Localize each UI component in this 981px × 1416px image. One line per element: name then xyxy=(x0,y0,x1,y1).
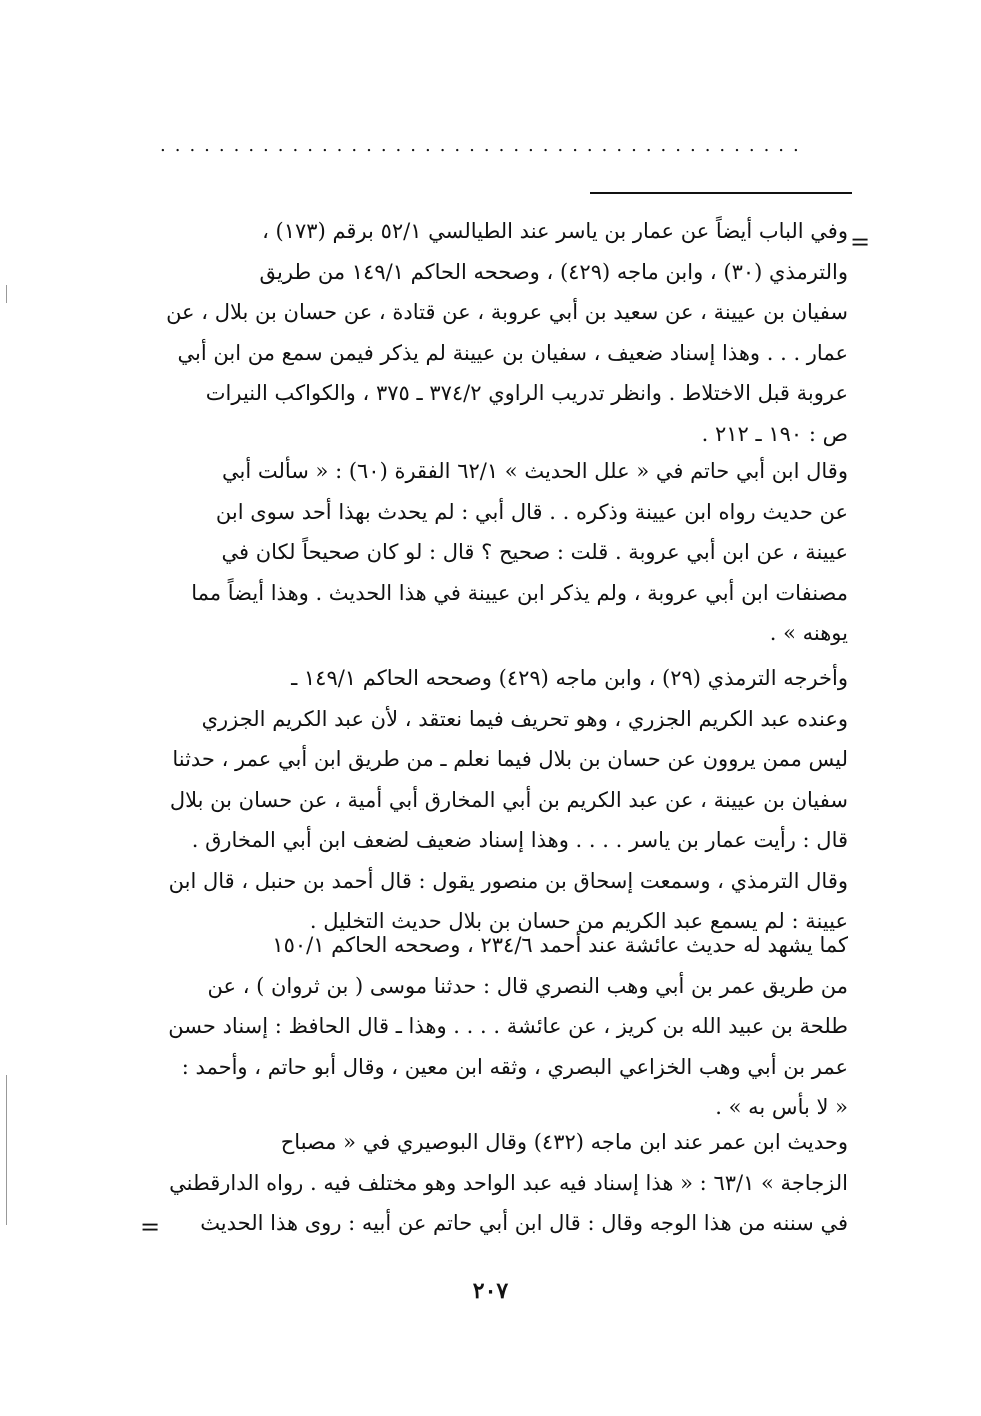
text-line: وقال الترمذي ، وسمعت إسحاق بن منصور يقول : قال أحمد بن حنبل ، قال ابن xyxy=(168,868,848,893)
text-line: عيينة ، عن ابن أبي عروبة . قلت : صحيح ؟ قال : لو كان صحيحاً لكان في xyxy=(221,540,848,564)
footnote-paragraph xyxy=(160,658,848,942)
text-line: طلحة بن عبيد الله بن كريز ، عن عائشة . . . . وهذا ـ قال الحافظ : إسناد حسن xyxy=(168,1014,848,1038)
scan-margin-mark xyxy=(6,1075,7,1225)
text-line: « لا بأس به » . xyxy=(715,1095,848,1119)
scan-margin-mark xyxy=(6,285,7,303)
text-line: ص : ١٩٠ ـ ٢١٢ . xyxy=(701,421,848,446)
text-line: من طريق عمر بن أبي وهب النصري قال : حدثنا موسى ( بن ثروان ) ، عن xyxy=(207,973,848,998)
text-line: الزجاجة » ٦٣/١ : « هذا إسناد فيه عبد الواحد وهو مختلف فيه . رواه الدارقطني xyxy=(169,1170,848,1195)
footnote-rule xyxy=(590,192,852,194)
text-line: في سننه من هذا الوجه وقال : قال ابن أبي حاتم عن أبيه : روى هذا الحديث xyxy=(200,1211,848,1235)
text-line: وقال ابن أبي حاتم في « علل الحديث » ٦٢/١ الفقرة (٦٠) : « سألت أبي xyxy=(222,459,848,483)
page-number: ٢٠٧ xyxy=(472,1278,509,1304)
text-line: وحديث ابن عمر عند ابن ماجه (٤٣٢) وقال البوصيري في « مصباح xyxy=(280,1130,848,1154)
text-line: عمار . . . وهذا إسناد ضعيف ، سفيان بن عيينة لم يذكر فيمن سمع من ابن أبي xyxy=(177,340,848,365)
text-line: وعنده عبد الكريم الجزري ، وهو تحريف فيما نعتقد ، لأن عبد الكريم الجزري xyxy=(201,706,848,731)
continuation-mark-end: = xyxy=(140,1213,161,1241)
continuation-mark-start: = xyxy=(850,228,871,256)
text-line: وفي الباب أيضاً عن عمار بن ياسر عند الطيالسي ٥٢/١ برقم (١٧٣) ، xyxy=(262,219,848,243)
text-line: يوهنه » . xyxy=(769,621,848,645)
text-line: عيينة : لم يسمع عبد الكريم من حسان بن بلال حديث التخليل . xyxy=(309,909,848,933)
text-line: والترمذي (٣٠) ، وابن ماجه (٤٢٩) ، وصححه الحاكم ١٤٩/١ من طريق xyxy=(259,259,848,284)
text-line: سفيان بن عيينة ، عن سعيد بن أبي عروبة ، عن قتادة ، عن حسان بن بلال ، عن xyxy=(166,300,848,324)
footnote-paragraph xyxy=(160,1122,848,1244)
footnote-paragraph xyxy=(160,451,848,654)
footnote-paragraph xyxy=(160,925,848,1128)
text-line: عن حديث رواه ابن عيينة وذكره . . قال أبي : لم يحدث بهذا أحد سوى ابن xyxy=(215,499,848,524)
text-line: كما يشهد له حديث عائشة عند أحمد ٢٣٤/٦ ، وصححه الحاكم ١٥٠/١ xyxy=(272,933,848,957)
dotted-separator: ............................................ xyxy=(160,136,808,156)
text-line: عمر بن أبي وهب الخزاعي البصري ، وثقه ابن معين ، وقال أبو حاتم ، وأحمد : xyxy=(181,1054,848,1079)
text-line: ليس ممن يروون عن حسان بن بلال فيما نعلم ـ من طريق ابن أبي عمر ، حدثنا xyxy=(172,747,848,771)
text-line: قال : رأيت عمار بن ياسر . . . . وهذا إسناد ضعيف لضعف ابن أبي المخارق . xyxy=(191,828,848,852)
footnote-paragraph xyxy=(160,211,848,454)
text-line: وأخرجه الترمذي (٢٩) ، وابن ماجه (٤٢٩) وصححه الحاكم ١٤٩/١ ـ xyxy=(291,666,848,690)
text-line: سفيان بن عيينة ، عن عبد الكريم بن أبي المخارق أبي أمية ، عن حسان بن بلال xyxy=(169,787,848,812)
text-line: مصنفات ابن أبي عروبة ، ولم يذكر ابن عيينة في هذا الحديث . وهذا أيضاً مما xyxy=(191,580,848,605)
text-line: عروبة قبل الاختلاط . وانظر تدريب الراوي ٣٧٤/٢ ـ ٣٧٥ ، والكواكب النيرات xyxy=(205,381,848,405)
